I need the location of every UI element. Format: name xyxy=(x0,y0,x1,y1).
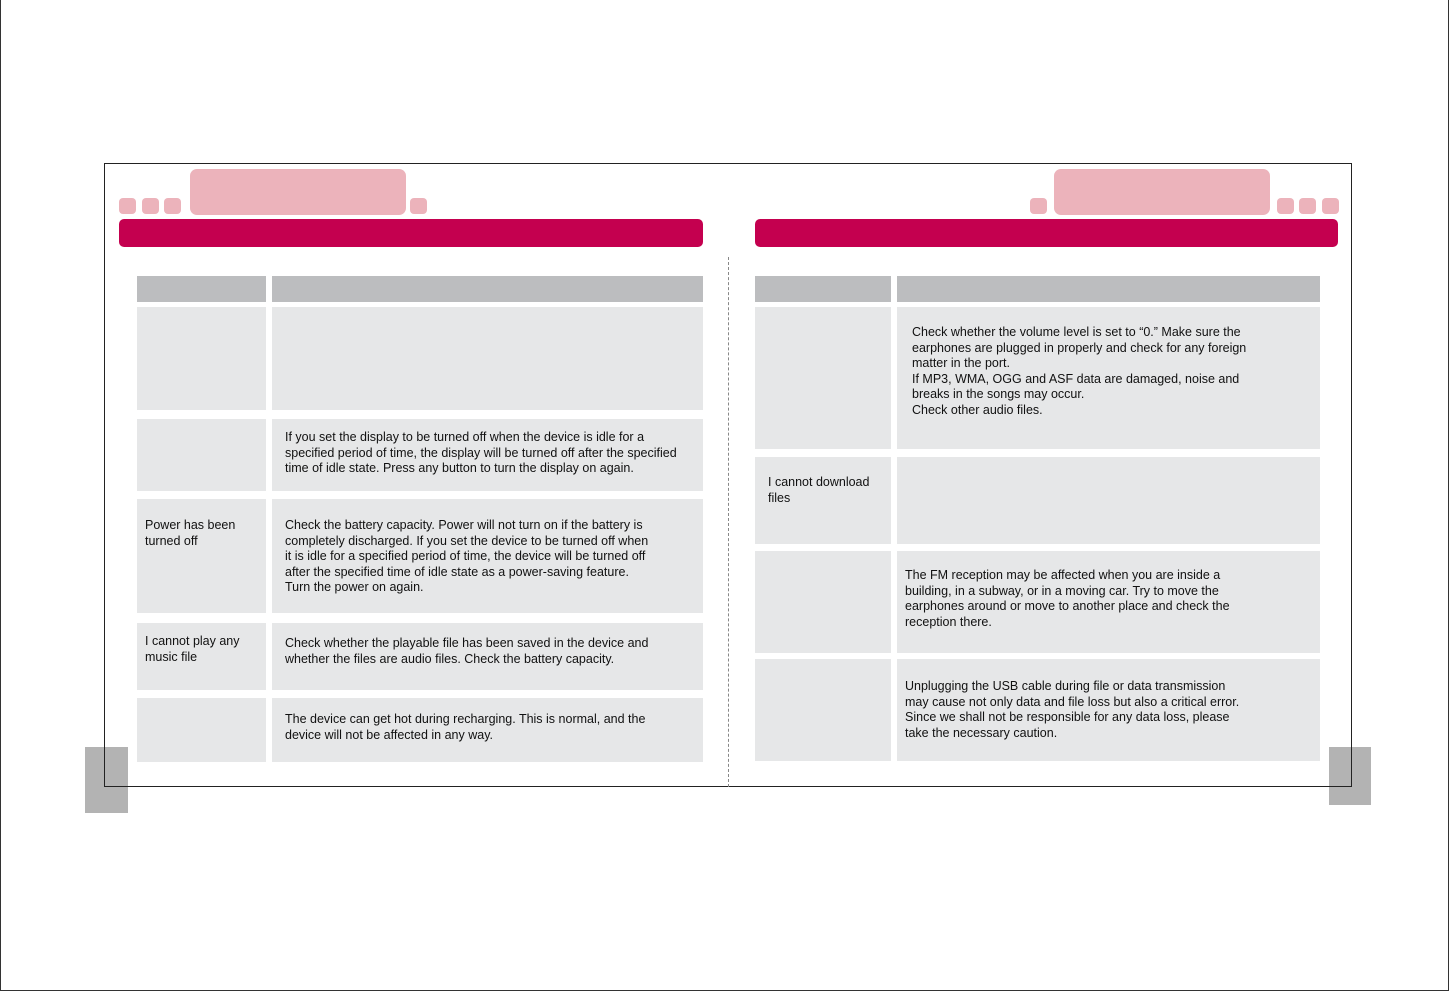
left-header-bar xyxy=(119,219,703,247)
right-header-bar xyxy=(755,219,1338,247)
tab-square xyxy=(1277,198,1294,214)
solution-cell xyxy=(897,551,1320,653)
solution-text: Unplugging the USB cable during file or data transmission may cause not only data and file loss but also a critical error. Since we shall not be responsible for any data loss, please take the necessary caution. xyxy=(905,679,1240,740)
solution-text: Check the battery capacity. Power will not turn on if the battery is completely discharged. If you set the device to be turned off when it is idle for a specified period of time, the device will be turned off after the specified time of idle state as a power-saving feature. Turn the power on again. xyxy=(285,518,649,595)
tab-square xyxy=(1030,198,1047,214)
solution-cell xyxy=(897,659,1320,761)
solution-cell xyxy=(272,499,703,613)
solution-cell xyxy=(897,457,1320,544)
solution-cell xyxy=(272,307,703,410)
solution-text: Check whether the volume level is set to “0.” Make sure the earphones are plugged in properly and check for any foreign matter in the port. If MP3, WMA, OGG and ASF data are damaged, noise and breaks in the songs may occur. Check other audio files. xyxy=(912,325,1247,417)
solution-cell xyxy=(897,307,1320,449)
solution-cell xyxy=(272,419,703,491)
solution-text: The device can get hot during recharging. This is normal, and the device will not be affected in any way. xyxy=(285,712,646,742)
tab-square xyxy=(1299,198,1316,214)
column-header-solution xyxy=(897,276,1320,302)
tab-square xyxy=(164,198,181,214)
solution-text: The FM reception may be affected when you are inside a building, in a subway, or in a moving car. Try to move the earphones around or move to another place and check the reception there. xyxy=(905,568,1230,629)
column-header-problem xyxy=(755,276,891,302)
solution-cell xyxy=(272,698,703,762)
problem-text: I cannot play any music file xyxy=(145,634,240,664)
solution-text: Check whether the playable file has been saved in the device and whether the files are audio files. Check the battery capacity. xyxy=(285,636,649,666)
problem-cell xyxy=(137,499,266,613)
page-divider xyxy=(728,257,729,787)
solution-text: If you set the display to be turned off when the device is idle for a specified period of time, the display will be turned off after the specified time of idle state. Press any button to turn the display on again. xyxy=(285,430,677,476)
problem-cell xyxy=(755,457,891,544)
solution-cell xyxy=(272,623,703,690)
tab-square xyxy=(119,198,136,214)
problem-cell xyxy=(755,659,891,761)
column-header-problem xyxy=(137,276,266,302)
problem-cell xyxy=(755,307,891,449)
section-tab xyxy=(190,169,406,215)
problem-cell xyxy=(137,419,266,491)
problem-text: I cannot download files xyxy=(768,475,870,505)
problem-cell xyxy=(755,551,891,653)
tab-square xyxy=(410,198,427,214)
column-header-solution xyxy=(272,276,703,302)
tab-square xyxy=(142,198,159,214)
tab-square xyxy=(1322,198,1339,214)
problem-text: Power has been turned off xyxy=(145,518,236,548)
problem-cell xyxy=(137,623,266,690)
problem-cell xyxy=(137,307,266,410)
problem-cell xyxy=(137,698,266,762)
section-tab xyxy=(1054,169,1270,215)
